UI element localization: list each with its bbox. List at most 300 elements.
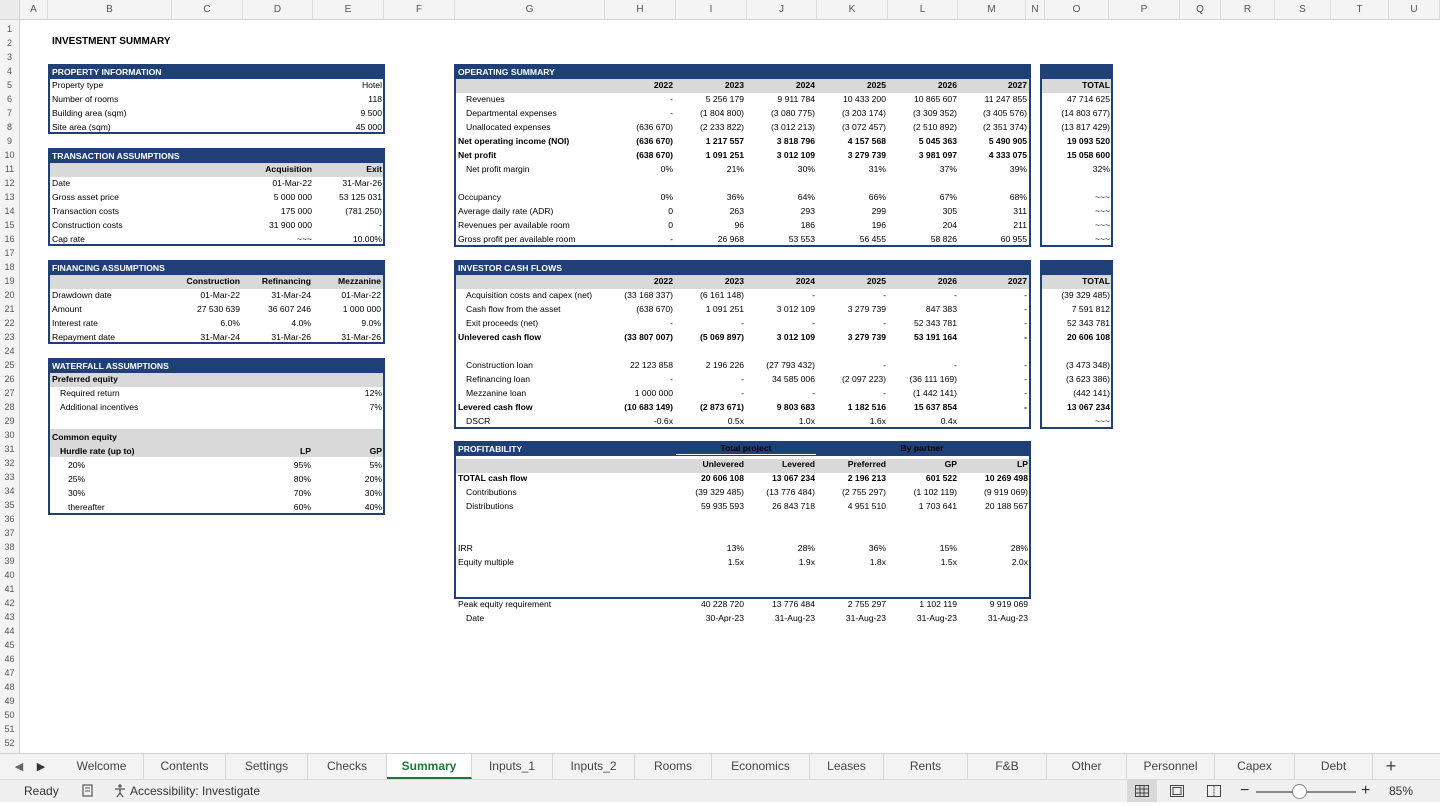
transaction-value: 01-Mar-22 <box>272 178 312 188</box>
row-header-8[interactable]: 8 <box>6 122 12 132</box>
row-header-18[interactable]: 18 <box>4 262 15 272</box>
profitability-cell: 20 606 108 <box>700 473 744 483</box>
operating-row-label: Revenues per available room <box>458 220 570 230</box>
investor-cell: 1 182 516 <box>847 402 886 412</box>
investor-cell <box>888 344 957 358</box>
profitability-cell: 10 269 498 <box>984 473 1028 483</box>
row-header-30[interactable]: 30 <box>4 430 15 440</box>
row-header-38[interactable]: 38 <box>4 542 15 552</box>
operating-cell: 30% <box>797 164 815 174</box>
additional-incentives-value: 7% <box>369 402 382 412</box>
tier-hurdle: 30% <box>68 488 86 498</box>
column-header-R[interactable]: R <box>1221 0 1275 20</box>
operating-cell: (2 351 374) <box>983 122 1027 132</box>
row-header-37[interactable]: 37 <box>4 528 15 538</box>
row-header-24[interactable]: 24 <box>4 346 15 356</box>
row-header-42[interactable]: 42 <box>4 598 15 608</box>
investor-total-cell: 52 343 781 <box>1066 318 1110 328</box>
profitability-cell: 13% <box>726 543 744 553</box>
operating-cell: (3 072 457) <box>842 122 886 132</box>
total-project-group-header: Total project <box>720 443 772 453</box>
row-header-22[interactable]: 22 <box>4 318 15 328</box>
profitability-cell: 4 951 510 <box>847 501 886 511</box>
row-header-27[interactable]: 27 <box>4 388 15 398</box>
row-header-41[interactable]: 41 <box>4 584 15 594</box>
investor-cell: - <box>741 318 744 328</box>
investor-cell: 847 383 <box>925 304 957 314</box>
profitability-cell: 31-Aug-23 <box>845 613 886 623</box>
column-header-O[interactable]: O <box>1045 0 1109 20</box>
column-header-K[interactable]: K <box>817 0 888 20</box>
row-header-35[interactable]: 35 <box>4 500 15 510</box>
investor-cell: 22 123 858 <box>629 360 673 370</box>
row-header-34[interactable]: 34 <box>4 486 15 496</box>
operating-cell: (3 309 352) <box>913 108 957 118</box>
row-header-44[interactable]: 44 <box>4 626 15 636</box>
investor-row-label: Unlevered cash flow <box>458 332 542 342</box>
transaction-label: Date <box>52 178 71 188</box>
transaction-value: 53 125 031 <box>338 192 382 202</box>
row-header-19[interactable]: 19 <box>4 276 15 286</box>
operating-cell: 31% <box>868 164 886 174</box>
investor-total-cell: (39 329 485) <box>1061 290 1110 300</box>
operating-cell: 1 217 557 <box>705 136 744 146</box>
profitability-cell <box>747 513 815 527</box>
profitability-row-label: TOTAL cash flow <box>458 473 528 483</box>
tab-capex[interactable]: Capex <box>1215 754 1295 779</box>
row-header-15[interactable]: 15 <box>4 220 15 230</box>
financing-value: 9.0% <box>361 318 381 328</box>
add-sheet-icon[interactable]: + <box>1385 756 1397 776</box>
column-header-H[interactable]: H <box>605 0 676 20</box>
row-header-25[interactable]: 25 <box>4 360 15 370</box>
column-header-I[interactable]: I <box>676 0 747 20</box>
row-header-20[interactable]: 20 <box>4 290 15 300</box>
investor-cell <box>817 344 886 358</box>
operating-cell: (638 670) <box>636 150 673 160</box>
tab-economics[interactable]: Economics <box>712 754 810 779</box>
financing-value: 31-Mar-26 <box>341 332 381 342</box>
operating-total-cell: (13 817 429) <box>1061 122 1110 132</box>
profitability-cell: 2 196 213 <box>847 473 886 483</box>
profitability-cell: 601 522 <box>925 473 957 483</box>
operating-cell: 4 333 075 <box>988 150 1027 160</box>
investor-cell: 0.5x <box>727 416 744 426</box>
profitability-cell <box>676 527 744 541</box>
operating-cell: 0 <box>668 206 673 216</box>
lp-col-header: LP <box>300 446 311 456</box>
operating-cell: 3 012 109 <box>776 150 815 160</box>
row-header-2[interactable]: 2 <box>6 38 12 48</box>
operating-cell: (3 405 576) <box>983 108 1027 118</box>
property-value: 9 500 <box>360 108 382 118</box>
operating-year-header: 2023 <box>724 80 744 90</box>
row-header-49[interactable]: 49 <box>4 696 15 706</box>
row-header-39[interactable]: 39 <box>4 556 15 566</box>
row-header-31[interactable]: 31 <box>4 444 15 454</box>
investor-total-header: TOTAL <box>1082 276 1110 286</box>
profitability-cell <box>888 583 957 597</box>
operating-cell: 21% <box>726 164 744 174</box>
profitability-cell <box>958 583 1028 597</box>
tab-checks[interactable]: Checks <box>308 754 387 779</box>
investor-cell: 1 000 000 <box>634 388 673 398</box>
row-header-48[interactable]: 48 <box>4 682 15 692</box>
operating-total-header: TOTAL <box>1082 80 1110 90</box>
operating-cell: 68% <box>1009 192 1027 202</box>
page-layout-view-icon[interactable] <box>1170 780 1184 802</box>
operating-cell: - <box>670 94 673 104</box>
row-header-3[interactable]: 3 <box>6 52 12 62</box>
profitability-col-header: Preferred <box>847 459 886 469</box>
operating-cell: 10 865 607 <box>913 94 957 104</box>
transaction-value: 31 900 000 <box>268 220 312 230</box>
hurdle-rate-label: Hurdle rate (up to) <box>60 446 135 456</box>
property-value: Hotel <box>361 80 382 90</box>
property-label: Property type <box>52 80 104 90</box>
column-header-M[interactable]: M <box>958 0 1026 20</box>
investor-cell: - <box>1024 374 1027 384</box>
operating-row-label: Net profit <box>458 150 497 160</box>
row-header-13[interactable]: 13 <box>4 192 15 202</box>
accessibility-icon[interactable] <box>112 780 128 802</box>
row-header-45[interactable]: 45 <box>4 640 15 650</box>
profitability-cell: 36% <box>868 543 886 553</box>
tab-settings[interactable]: Settings <box>226 754 308 779</box>
tier-lp: 60% <box>293 502 311 512</box>
investor-row-label: Refinancing loan <box>466 374 531 384</box>
row-header-26[interactable]: 26 <box>4 374 15 384</box>
group-divider <box>676 454 816 455</box>
tab-f-b[interactable]: F&B <box>968 754 1047 779</box>
column-header-F[interactable]: F <box>384 0 455 20</box>
investor-year-header: 2027 <box>1007 276 1027 286</box>
financing-value: 6.0% <box>220 318 240 328</box>
financing-value: 36 607 246 <box>267 304 311 314</box>
profitability-cell: 9 919 069 <box>989 599 1028 609</box>
investor-cell: (33 168 337) <box>624 290 673 300</box>
investor-cell: (36 111 169) <box>909 374 957 384</box>
operating-cell: 299 <box>871 206 886 216</box>
normal-view-icon[interactable] <box>1127 780 1157 802</box>
financing-value: 27 530 639 <box>196 304 240 314</box>
row-header-12[interactable]: 12 <box>4 178 15 188</box>
transaction-label: Construction costs <box>52 220 123 230</box>
profitability-cell: 1.5x <box>940 557 957 567</box>
profitability-cell: 1 102 119 <box>919 599 957 609</box>
profitability-cell: (13 776 484) <box>766 487 815 497</box>
operating-cell: 37% <box>939 164 957 174</box>
row-header-33[interactable]: 33 <box>4 472 15 482</box>
investor-cell: 0.4x <box>940 416 957 426</box>
operating-total-cell: 19 093 520 <box>1066 136 1110 146</box>
investor-cell: - <box>1024 360 1027 370</box>
profitability-cell: 15% <box>939 543 957 553</box>
property-value: 45 000 <box>355 122 382 132</box>
tab-debt[interactable]: Debt <box>1295 754 1373 779</box>
operating-total-cell <box>1040 176 1110 190</box>
row-header-7[interactable]: 7 <box>6 108 12 118</box>
operating-cell: - <box>670 108 673 118</box>
investor-cell: - <box>1024 388 1027 398</box>
column-header-D[interactable]: D <box>243 0 313 20</box>
transaction-value: 5 000 000 <box>273 192 312 202</box>
transaction-label: Gross asset price <box>52 192 119 202</box>
profitability-row-label: Contributions <box>466 487 517 497</box>
row-header-21[interactable]: 21 <box>4 304 15 314</box>
investor-cell: - <box>1024 290 1027 300</box>
column-header-G[interactable]: G <box>455 0 605 20</box>
investor-row-label: Cash flow from the asset <box>466 304 561 314</box>
investor-cell: 3 279 739 <box>847 304 886 314</box>
profitability-cell <box>676 583 744 597</box>
investor-cell: - <box>883 360 886 370</box>
tier-gp: 5% <box>369 460 382 470</box>
profitability-cell: 1 703 641 <box>918 501 957 511</box>
transaction-col-header: Acquisition <box>265 164 312 174</box>
investor-total-cell: ~~~ <box>1094 416 1110 426</box>
investor-cell: 53 191 164 <box>913 332 957 342</box>
operating-cell: 26 968 <box>717 234 744 244</box>
tab-inputs-1[interactable]: Inputs_1 <box>472 754 553 779</box>
investor-cell: - <box>670 374 673 384</box>
transaction-col-header: Exit <box>366 164 382 174</box>
profitability-cell <box>817 527 886 541</box>
row-header-6[interactable]: 6 <box>6 94 12 104</box>
investor-cell: 1.0x <box>798 416 815 426</box>
operating-total-cell: 47 714 625 <box>1066 94 1110 104</box>
operating-row-label: Net profit margin <box>466 164 530 174</box>
financing-col-header: Mezzanine <box>338 276 381 286</box>
row-header-46[interactable]: 46 <box>4 654 15 664</box>
column-header-C[interactable]: C <box>172 0 243 20</box>
investor-cell: 1 091 251 <box>705 304 744 314</box>
profitability-col-header: GP <box>944 459 957 469</box>
tier-hurdle: 20% <box>68 460 86 470</box>
financing-value: 01-Mar-22 <box>341 290 381 300</box>
investor-cell: - <box>1024 402 1027 412</box>
row-header-47[interactable]: 47 <box>4 668 15 678</box>
row-header-16[interactable]: 16 <box>4 234 15 244</box>
profitability-col-header: Unlevered <box>702 459 744 469</box>
investor-cell <box>958 344 1027 358</box>
transaction-value: 31-Mar-26 <box>342 178 382 188</box>
tier-hurdle: 25% <box>68 474 86 484</box>
row-header-50[interactable]: 50 <box>4 710 15 720</box>
column-headers[interactable] <box>0 0 1440 20</box>
operating-cell: - <box>670 234 673 244</box>
investor-row-label: Acquisition costs and capex (net) <box>466 290 593 300</box>
column-header-S[interactable]: S <box>1275 0 1331 20</box>
profitability-cell: (1 102 119) <box>913 487 957 497</box>
operating-cell <box>888 176 957 190</box>
profitability-cell: (39 329 485) <box>695 487 744 497</box>
operating-cell <box>676 176 744 190</box>
row-header-43[interactable]: 43 <box>4 612 15 622</box>
financing-value: 31-Mar-24 <box>200 332 240 342</box>
row-header-9[interactable]: 9 <box>6 136 12 146</box>
operating-cell: 11 247 855 <box>984 94 1027 104</box>
row-header-40[interactable]: 40 <box>4 570 15 580</box>
operating-cell: 311 <box>1013 206 1027 216</box>
profitability-row-label: Peak equity requirement <box>458 599 552 609</box>
column-header-L[interactable]: L <box>888 0 958 20</box>
property-label: Number of rooms <box>52 94 119 104</box>
column-header-P[interactable]: P <box>1109 0 1180 20</box>
investor-cell: 2 196 226 <box>705 360 744 370</box>
tab-other[interactable]: Other <box>1047 754 1127 779</box>
financing-col-header: Refinancing <box>261 276 311 286</box>
operating-summary-header: OPERATING SUMMARY <box>456 66 1029 79</box>
operating-cell: (2 510 892) <box>913 122 957 132</box>
profitability-cell: 2 755 297 <box>847 599 886 609</box>
operating-year-header: 2025 <box>866 80 886 90</box>
select-all-corner[interactable] <box>0 0 20 20</box>
row-header-1[interactable]: 1 <box>6 24 12 34</box>
operating-total-cell: ~~~ <box>1094 234 1110 244</box>
page-break-view-icon[interactable] <box>1207 780 1221 802</box>
investor-cell: (1 442 141) <box>913 388 957 398</box>
investor-cell: - <box>812 318 815 328</box>
column-header-J[interactable]: J <box>747 0 817 20</box>
tab-welcome[interactable]: Welcome <box>60 754 144 779</box>
operating-cell: 5 045 363 <box>918 136 957 146</box>
operating-cell: 0 <box>668 220 673 230</box>
row-header-32[interactable]: 32 <box>4 458 15 468</box>
operating-cell: 211 <box>1013 220 1027 230</box>
zoom-level[interactable]: 85% <box>1389 784 1414 798</box>
row-header-11[interactable]: 11 <box>4 164 15 174</box>
transaction-value: 10.00% <box>352 234 382 244</box>
operating-cell: 10 433 200 <box>842 94 886 104</box>
row-header-29[interactable]: 29 <box>4 416 15 426</box>
tab-summary[interactable]: Summary <box>387 754 472 779</box>
investor-cell: - <box>883 318 886 328</box>
row-header-28[interactable]: 28 <box>4 402 15 412</box>
profitability-row-label: Distributions <box>466 501 514 511</box>
investor-cell <box>676 344 744 358</box>
row-header-52[interactable]: 52 <box>4 738 15 748</box>
profitability-cell: 31-Aug-23 <box>987 613 1028 623</box>
column-header-B[interactable]: B <box>48 0 172 20</box>
by-partner-group-header: By partner <box>900 443 944 453</box>
operating-cell: 60 955 <box>1000 234 1027 244</box>
profitability-cell: 1.8x <box>869 557 886 567</box>
profitability-cell: 1.9x <box>798 557 815 567</box>
operating-row-label: Gross profit per available room <box>458 234 576 244</box>
zoom-slider[interactable] <box>1256 780 1356 802</box>
column-header-E[interactable]: E <box>313 0 384 20</box>
investor-cell: 1.6x <box>869 416 886 426</box>
macro-record-icon[interactable] <box>80 780 96 802</box>
row-header-23[interactable]: 23 <box>4 332 15 342</box>
operating-cell: 5 490 905 <box>988 136 1027 146</box>
column-header-N[interactable]: N <box>1026 0 1045 20</box>
operating-cell: 263 <box>729 206 744 216</box>
operating-cell: (3 080 775) <box>771 108 815 118</box>
tier-lp: 80% <box>293 474 311 484</box>
column-header-T[interactable]: T <box>1331 0 1389 20</box>
preferred-equity-label: Preferred equity <box>52 374 118 384</box>
profitability-col-header: Levered <box>782 459 815 469</box>
accessibility-status[interactable]: Accessibility: Investigate <box>130 784 261 798</box>
investor-row-label: Mezzanine loan <box>466 388 527 398</box>
investor-row-label: Levered cash flow <box>458 402 533 412</box>
tab-leases[interactable]: Leases <box>810 754 884 779</box>
operating-cell: 9 911 784 <box>777 94 815 104</box>
required-return-value: 12% <box>364 388 382 398</box>
tab-contents[interactable]: Contents <box>144 754 226 779</box>
investor-total-cell: 20 606 108 <box>1066 332 1110 342</box>
transaction-value: 175 000 <box>280 206 312 216</box>
profitability-cell: 59 935 593 <box>700 501 744 511</box>
investor-year-header: 2026 <box>937 276 957 286</box>
operating-cell: 4 157 568 <box>847 136 886 146</box>
investor-cell: 34 585 006 <box>771 374 815 384</box>
row-header-36[interactable]: 36 <box>4 514 15 524</box>
operating-cell: 186 <box>800 220 815 230</box>
status-bar <box>0 779 1440 802</box>
operating-year-header: 2022 <box>653 80 673 90</box>
investor-cell: 52 343 781 <box>913 318 957 328</box>
tier-gp: 30% <box>364 488 382 498</box>
prev-sheet-icon[interactable]: ◀ <box>14 761 24 773</box>
operating-total-cell: 32% <box>1092 164 1110 174</box>
row-headers[interactable] <box>0 20 20 753</box>
investor-cell: (27 793 432) <box>766 360 815 370</box>
investor-year-header: 2025 <box>866 276 886 286</box>
financing-value: 1 000 000 <box>342 304 381 314</box>
investor-row-label: Construction loan <box>466 360 533 370</box>
column-header-Q[interactable]: Q <box>1180 0 1221 20</box>
row-header-14[interactable]: 14 <box>4 206 15 216</box>
financing-label: Repayment date <box>52 332 116 342</box>
row-header-10[interactable]: 10 <box>4 150 15 160</box>
tab-inputs-2[interactable]: Inputs_2 <box>553 754 635 779</box>
investor-cell: (5 069 897) <box>700 332 744 342</box>
zoom-in-icon[interactable]: + <box>1361 782 1371 799</box>
investor-year-header: 2022 <box>653 276 673 286</box>
tier-gp: 40% <box>364 502 382 512</box>
tab-personnel[interactable]: Personnel <box>1127 754 1215 779</box>
profitability-cell: 1.5x <box>727 557 744 567</box>
operating-cell: 58 826 <box>930 234 957 244</box>
investor-cell: (2 873 671) <box>700 402 744 412</box>
column-header-U[interactable]: U <box>1389 0 1440 20</box>
zoom-out-icon[interactable]: − <box>1240 782 1250 799</box>
profitability-cell <box>888 513 957 527</box>
row-header-17[interactable]: 17 <box>4 248 15 258</box>
tab-rents[interactable]: Rents <box>884 754 968 779</box>
column-header-A[interactable]: A <box>20 0 48 20</box>
property-value: 118 <box>368 94 382 104</box>
profitability-col-header: LP <box>1017 459 1028 469</box>
investor-cell: -0.6x <box>653 416 673 426</box>
next-sheet-icon[interactable]: ▶ <box>36 761 46 773</box>
operating-cell: 3 981 097 <box>918 150 957 160</box>
row-header-5[interactable]: 5 <box>6 80 12 90</box>
page-title: INVESTMENT SUMMARY <box>52 36 171 47</box>
profitability-cell: (2 755 297) <box>842 487 886 497</box>
investor-cell: - <box>741 388 744 398</box>
row-header-51[interactable]: 51 <box>4 724 15 734</box>
operating-cell: 5 256 179 <box>705 94 744 104</box>
tab-rooms[interactable]: Rooms <box>635 754 712 779</box>
profitability-cell <box>676 513 744 527</box>
investor-cell: - <box>812 388 815 398</box>
investor-cell: - <box>883 388 886 398</box>
row-header-4[interactable]: 4 <box>6 66 12 76</box>
